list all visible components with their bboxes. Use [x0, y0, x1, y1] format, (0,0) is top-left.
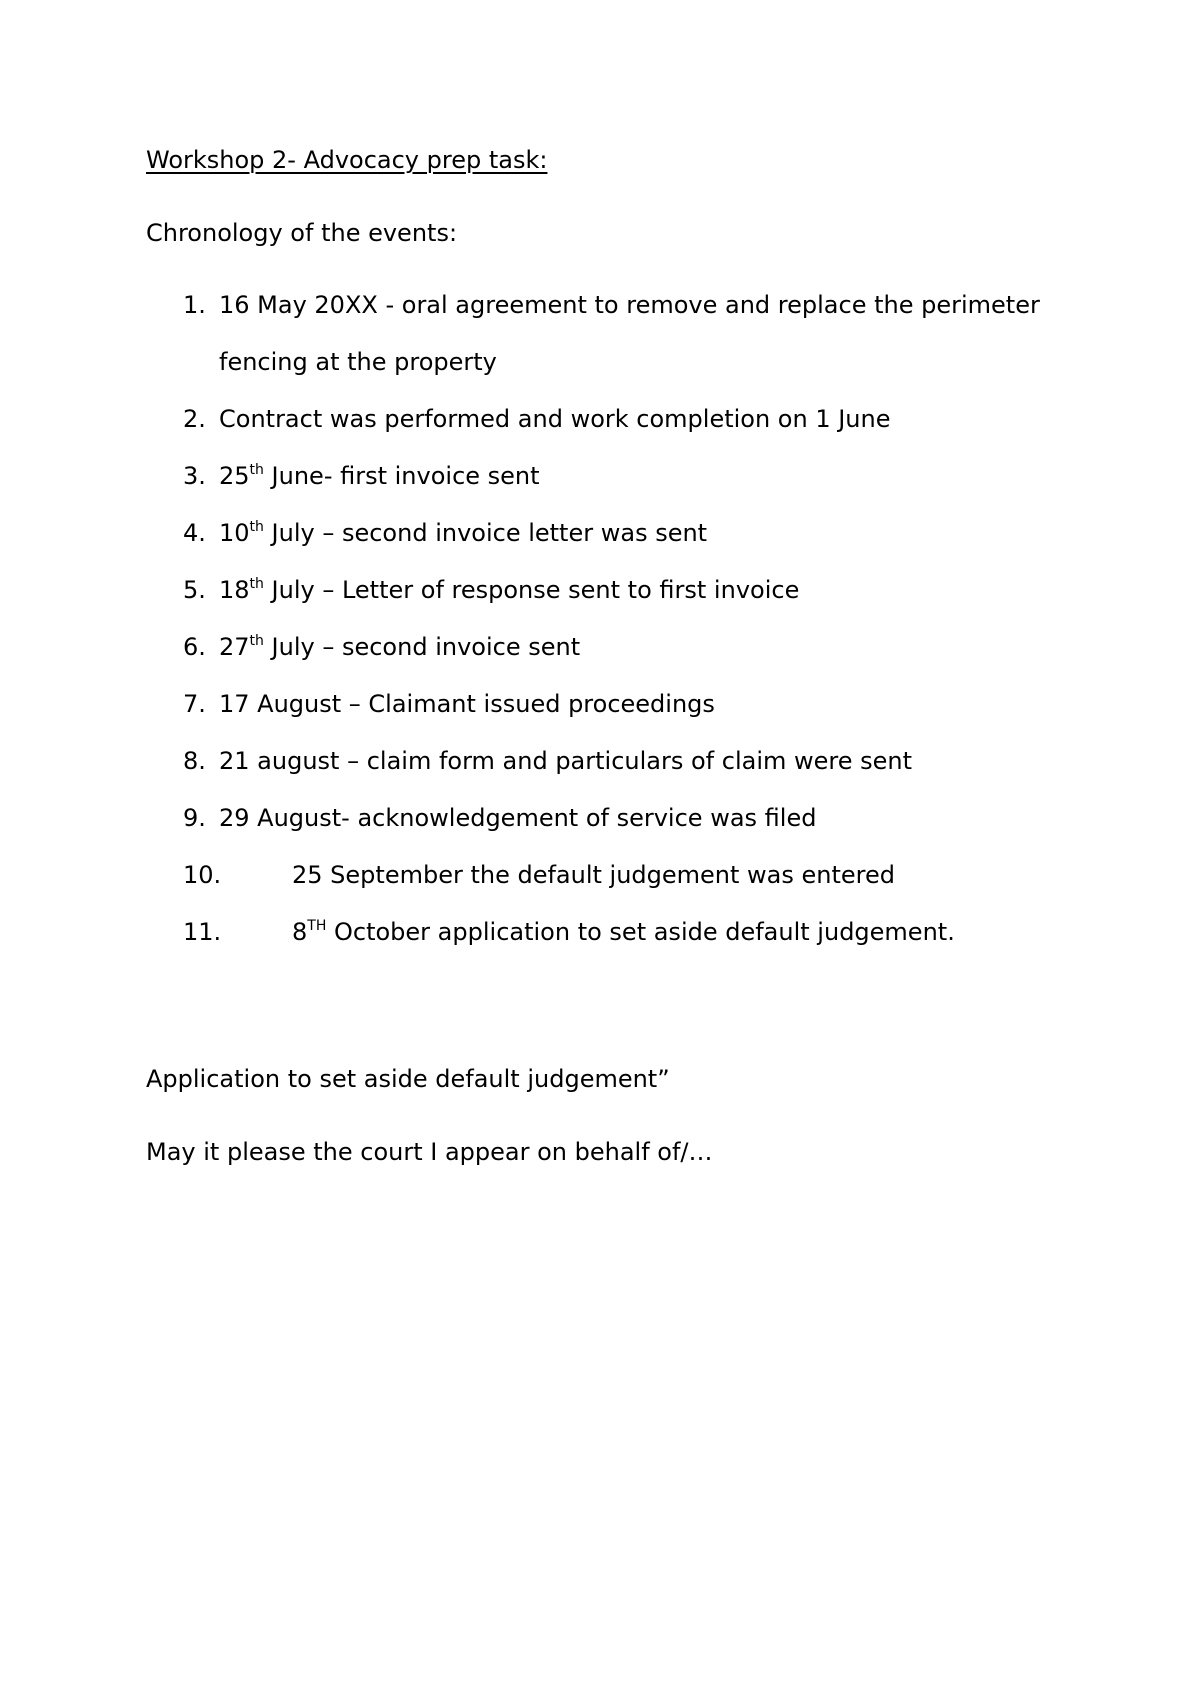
- list-item: Contract was performed and work completion on 1 June: [219, 405, 891, 433]
- list-item: 10th July – second invoice letter was sent: [219, 519, 708, 547]
- list-item-continuation: fencing at the property: [219, 348, 497, 376]
- list-item: 25th June- first invoice sent: [219, 462, 540, 490]
- list-item-number: 7.: [183, 690, 206, 718]
- application-heading: Application to set aside default judgement”: [146, 1065, 670, 1093]
- list-item-number: 6.: [183, 633, 206, 661]
- list-item-number: 2.: [183, 405, 206, 433]
- list-item-number: 5.: [183, 576, 206, 604]
- page-title: Workshop 2- Advocacy prep task:: [146, 146, 548, 174]
- list-item-number: 4.: [183, 519, 206, 547]
- list-item: 25 September the default judgement was entered: [292, 861, 896, 889]
- list-item-number: 8.: [183, 747, 206, 775]
- list-item: 17 August – Claimant issued proceedings: [219, 690, 715, 718]
- list-item: 29 August- acknowledgement of service was filed: [219, 804, 817, 832]
- list-item: 18th July – Letter of response sent to first invoice: [219, 576, 800, 604]
- chronology-heading: Chronology of the events:: [146, 219, 458, 247]
- list-item: 21 august – claim form and particulars of claim were sent: [219, 747, 913, 775]
- opening-line: May it please the court I appear on behalf of/…: [146, 1138, 713, 1166]
- list-item-number: 11.: [183, 918, 222, 946]
- list-item: 27th July – second invoice sent: [219, 633, 581, 661]
- list-item-number: 1.: [183, 291, 206, 319]
- list-item-number: 10.: [183, 861, 222, 889]
- list-item: 8TH October application to set aside default judgement.: [292, 918, 955, 946]
- list-item: 16 May 20XX - oral agreement to remove and replace the perimeter: [219, 291, 1040, 319]
- list-item-number: 9.: [183, 804, 206, 832]
- list-item-number: 3.: [183, 462, 206, 490]
